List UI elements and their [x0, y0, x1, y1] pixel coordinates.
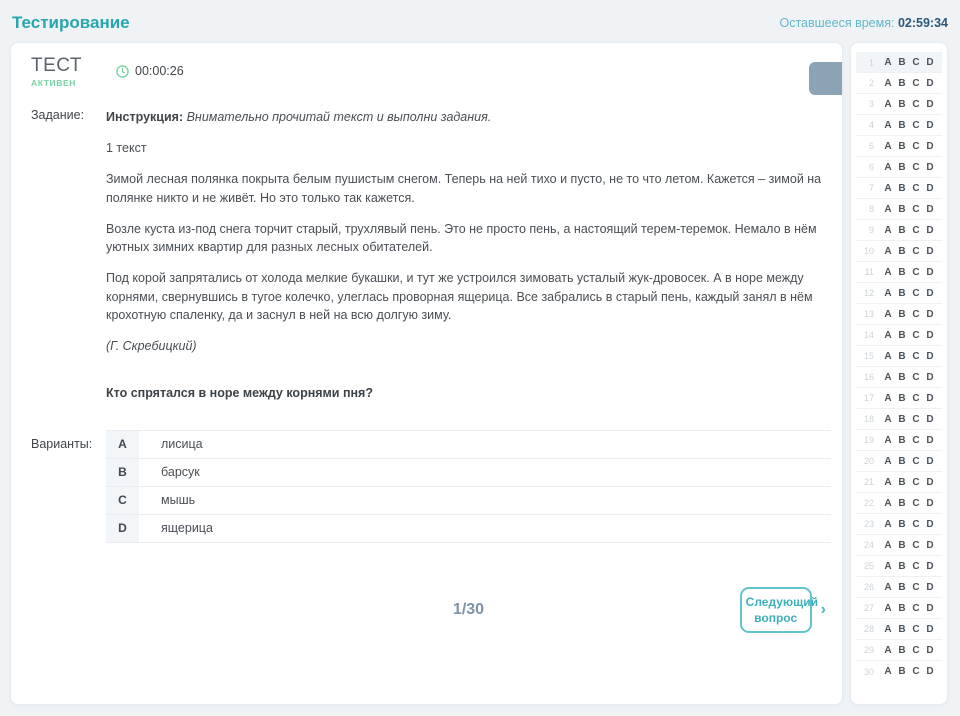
answer-bubble-a[interactable]: A [884, 497, 892, 509]
answer-bubble-a[interactable]: A [884, 371, 892, 383]
answer-bubble-b[interactable]: B [898, 539, 906, 551]
answer-bubble-d[interactable]: D [926, 371, 934, 383]
answer-bubble-c[interactable]: C [912, 77, 920, 89]
sidebar-toggle-button[interactable] [809, 62, 842, 95]
question-number: 15 [863, 351, 874, 361]
answer-bubble-d[interactable]: D [926, 455, 934, 467]
question-number: 1 [868, 57, 874, 68]
variants-section [11, 430, 842, 543]
answer-sheet-row-29 [856, 640, 942, 661]
answer-bubble-b[interactable]: B [898, 182, 906, 194]
answer-bubble-d[interactable]: D [926, 329, 934, 341]
question-number: 4 [868, 120, 874, 130]
answer-bubble-b[interactable]: B [898, 224, 906, 236]
answer-sheet-row-3 [856, 94, 942, 115]
answer-bubble-c[interactable]: C [912, 266, 920, 278]
answer-sheet-row-21 [856, 472, 942, 493]
answer-sheet-row-15 [856, 346, 942, 367]
instruction-line [106, 108, 831, 126]
answer-bubble-b[interactable]: B [898, 329, 906, 341]
answer-bubble-a[interactable]: A [884, 329, 892, 341]
story-paragraph: Под корой запрятались от холода мелкие букашки, и тут же устроился зимовать усталый жук-дровосек. А в норе между корнями, свернувшись в тугое колечко, улеглась проворная ящерица. Все забрались в старый пень, каждый занял в нём крохотную спаленку, да и заснул в ней на всю долгую зиму. [106, 271, 813, 322]
answer-bubble-d[interactable]: D [926, 77, 934, 89]
answer-bubble-a[interactable]: A [884, 350, 892, 362]
answer-sheet-row-1 [856, 52, 942, 73]
answer-bubble-a[interactable]: A [884, 623, 892, 635]
answer-sheet-row-27 [856, 598, 942, 619]
question-number: 17 [863, 393, 874, 403]
test-info [11, 56, 842, 88]
answer-bubble-a[interactable]: A [884, 455, 892, 467]
question-number: 8 [868, 204, 874, 214]
answer-bubble-a[interactable]: A [884, 182, 892, 194]
answer-bubble-c[interactable]: C [912, 287, 920, 299]
answer-sheet [856, 52, 942, 682]
answer-bubble-b[interactable]: B [898, 602, 906, 614]
answer-bubble-b[interactable]: B [898, 98, 906, 110]
answer-bubble-d[interactable]: D [926, 666, 934, 677]
answer-bubble-c[interactable]: C [912, 224, 920, 236]
page-title: Тестирование [12, 13, 130, 32]
variants-label: Варианты: [31, 436, 93, 451]
answer-sheet-row-20 [856, 451, 942, 472]
answer-bubble-c[interactable]: C [912, 245, 920, 257]
answer-bubble-d[interactable]: D [926, 497, 934, 509]
answer-sheet-row-12 [856, 283, 942, 304]
answer-bubble-a[interactable]: A [884, 602, 892, 614]
question-number: 28 [863, 624, 874, 634]
variant-row-c[interactable] [106, 486, 831, 514]
answer-bubble-d[interactable]: D [926, 119, 934, 131]
question-number: 20 [863, 456, 874, 466]
story-paragraph: Возле куста из-под снега торчит старый, трухлявый пень. Это не просто пень, а настоящий терем-теремок. Немало в нём уютных зимних квартир для разных лесных обитателей. [106, 221, 817, 255]
test-name: ТЕСТ [31, 55, 82, 76]
answer-bubble-c[interactable]: C [912, 392, 920, 404]
answer-bubble-d[interactable]: D [926, 413, 934, 425]
answer-bubble-c[interactable]: C [912, 455, 920, 467]
answer-bubble-b[interactable]: B [898, 560, 906, 572]
answer-bubble-c[interactable]: C [912, 308, 920, 320]
answer-bubble-b[interactable]: B [898, 371, 906, 383]
time-remaining [780, 16, 949, 30]
answer-sheet-panel [850, 42, 948, 705]
story-author: (Г. Скребицкий) [106, 339, 197, 354]
answer-sheet-row-30 [856, 661, 942, 682]
question-number: 10 [863, 246, 874, 256]
question-number: 21 [863, 477, 874, 487]
answer-bubble-d[interactable]: D [926, 350, 934, 362]
answer-bubble-d[interactable]: D [926, 602, 934, 614]
answer-bubble-a[interactable]: A [884, 119, 892, 131]
answer-sheet-row-8 [856, 199, 942, 220]
answer-sheet-row-16 [856, 367, 942, 388]
answer-bubble-b[interactable]: B [898, 392, 906, 404]
variant-text: лисица [161, 437, 203, 452]
answer-bubble-a[interactable]: A [884, 518, 892, 530]
question-number: 23 [863, 519, 874, 529]
answer-bubble-c[interactable]: C [912, 57, 920, 68]
answer-bubble-d[interactable]: D [926, 224, 934, 236]
task-label: Задание: [31, 107, 85, 122]
answer-bubble-d[interactable]: D [926, 57, 934, 68]
answer-bubble-b[interactable]: B [898, 245, 906, 257]
answer-bubble-d[interactable]: D [926, 308, 934, 320]
answer-bubble-a[interactable]: A [884, 644, 892, 656]
pagination-footer [11, 588, 842, 632]
answer-bubble-c[interactable]: C [912, 119, 920, 131]
variants-table [106, 430, 831, 543]
answer-bubble-d[interactable]: D [926, 161, 934, 173]
test-status-badge: АКТИВЕН [31, 77, 76, 88]
text-number: 1 текст [106, 141, 147, 156]
question-number: 2 [868, 78, 874, 88]
answer-bubble-a[interactable]: A [884, 476, 892, 488]
answer-bubble-b[interactable]: B [898, 644, 906, 656]
answer-bubble-b[interactable]: B [898, 666, 906, 677]
instruction-text: Внимательно прочитай текст и выполни задания. [183, 109, 492, 124]
answer-bubble-b[interactable]: B [898, 581, 906, 593]
answer-bubble-a[interactable]: A [884, 98, 892, 110]
answer-bubble-a[interactable]: A [884, 581, 892, 593]
question-number: 13 [863, 309, 874, 319]
answer-bubble-a[interactable]: A [884, 203, 892, 215]
answer-bubble-c[interactable]: C [912, 602, 920, 614]
variant-letter: B [106, 459, 139, 486]
question-number: 9 [868, 225, 874, 235]
variant-letter: D [106, 515, 139, 542]
answer-bubble-d[interactable]: D [926, 518, 934, 530]
question-number: 25 [863, 561, 874, 571]
answer-sheet-row-10 [856, 241, 942, 262]
question-number: 7 [868, 183, 874, 193]
answer-bubble-b[interactable]: B [898, 434, 906, 446]
answer-bubble-a[interactable]: A [884, 666, 892, 677]
answer-bubble-a[interactable]: A [884, 308, 892, 320]
answer-bubble-a[interactable]: A [884, 57, 892, 68]
variant-letter: C [106, 487, 139, 514]
variant-text: ящерица [161, 521, 213, 536]
answer-bubble-a[interactable]: A [884, 413, 892, 425]
answer-bubble-b[interactable]: B [898, 476, 906, 488]
progress-indicator: 1/30 [452, 600, 485, 618]
answer-bubble-a[interactable]: A [884, 224, 892, 236]
answer-bubble-b[interactable]: B [898, 57, 906, 68]
answer-bubble-c[interactable]: C [912, 203, 920, 215]
question-number: 22 [863, 498, 874, 508]
answer-bubble-a[interactable]: A [884, 266, 892, 278]
answer-sheet-row-2 [856, 73, 942, 94]
answer-sheet-row-9 [856, 220, 942, 241]
answer-bubble-d[interactable]: D [926, 644, 934, 656]
variant-letter: A [106, 431, 139, 458]
answer-bubble-b[interactable]: B [898, 518, 906, 530]
answer-sheet-row-22 [856, 493, 942, 514]
question-number: 12 [863, 288, 874, 298]
answer-bubble-a[interactable]: A [884, 245, 892, 257]
variant-row-d[interactable] [106, 514, 831, 542]
answer-sheet-row-26 [856, 577, 942, 598]
question-number: 11 [864, 267, 874, 277]
time-remaining-value: 02:59:34 [897, 16, 948, 30]
answer-bubble-b[interactable]: B [898, 350, 906, 362]
question-number: 3 [868, 99, 874, 109]
answer-sheet-row-6 [856, 157, 942, 178]
answer-bubble-b[interactable]: B [898, 497, 906, 509]
answer-bubble-a[interactable]: A [884, 140, 892, 152]
answer-bubble-a[interactable]: A [884, 287, 892, 299]
answer-bubble-b[interactable]: B [898, 623, 906, 635]
answer-bubble-b[interactable]: B [898, 203, 906, 215]
question-text: Кто спрятался в норе между корнями пня? [106, 386, 373, 401]
answer-bubble-a[interactable]: A [884, 161, 892, 173]
question-number: 5 [868, 141, 874, 151]
variant-text: барсук [161, 465, 200, 480]
answer-bubble-c[interactable]: C [912, 371, 920, 383]
question-number: 29 [863, 645, 874, 655]
answer-bubble-b[interactable]: B [898, 119, 906, 131]
answer-bubble-c[interactable]: C [912, 329, 920, 341]
answer-sheet-row-19 [856, 430, 942, 451]
answer-bubble-a[interactable]: A [884, 434, 892, 446]
time-remaining-label: Оставшееся время: [779, 16, 895, 30]
variant-text: мышь [161, 493, 196, 508]
next-chevron-icon[interactable]: › [820, 600, 826, 618]
answer-bubble-d[interactable]: D [926, 560, 934, 572]
task-section [11, 108, 842, 403]
answer-bubble-b[interactable]: B [898, 455, 906, 467]
answer-bubble-c[interactable]: C [912, 434, 920, 446]
question-number: 19 [863, 435, 874, 445]
answer-sheet-row-24 [856, 535, 942, 556]
answer-bubble-c[interactable]: C [912, 497, 920, 509]
answer-bubble-d[interactable]: D [926, 245, 934, 257]
variant-row-b[interactable] [106, 458, 831, 486]
answer-bubble-d[interactable]: D [926, 392, 934, 404]
answer-bubble-c[interactable]: C [912, 413, 920, 425]
next-question-button[interactable]: Следующий вопрос [740, 587, 812, 633]
answer-bubble-b[interactable]: B [898, 140, 906, 152]
variant-row-a[interactable] [106, 430, 831, 458]
answer-bubble-c[interactable]: C [912, 644, 920, 656]
question-number: 14 [863, 330, 874, 340]
answer-bubble-d[interactable]: D [926, 476, 934, 488]
answer-sheet-row-18 [856, 409, 942, 430]
question-number: 26 [863, 582, 874, 592]
answer-bubble-d[interactable]: D [926, 182, 934, 194]
answer-bubble-c[interactable]: C [912, 666, 920, 677]
answer-bubble-a[interactable]: A [884, 560, 892, 572]
answer-bubble-c[interactable]: C [912, 518, 920, 530]
answer-bubble-b[interactable]: B [898, 161, 906, 173]
answer-bubble-d[interactable]: D [926, 98, 934, 110]
answer-sheet-row-4 [856, 115, 942, 136]
answer-bubble-a[interactable]: A [884, 77, 892, 89]
page-header [0, 0, 960, 42]
answer-sheet-row-14 [856, 325, 942, 346]
answer-bubble-c[interactable]: C [912, 161, 920, 173]
question-number: 24 [863, 540, 874, 550]
answer-bubble-c[interactable]: C [912, 581, 920, 593]
clock-icon [116, 65, 129, 78]
answer-bubble-d[interactable]: D [926, 203, 934, 215]
answer-bubble-c[interactable]: C [912, 539, 920, 551]
answer-bubble-c[interactable]: C [912, 182, 920, 194]
answer-bubble-c[interactable]: C [912, 560, 920, 572]
answer-sheet-row-25 [856, 556, 942, 577]
answer-bubble-b[interactable]: B [898, 287, 906, 299]
answer-bubble-c[interactable]: C [912, 350, 920, 362]
answer-bubble-d[interactable]: D [926, 140, 934, 152]
answer-bubble-b[interactable]: B [898, 77, 906, 89]
answer-sheet-row-11 [856, 262, 942, 283]
answer-bubble-b[interactable]: B [898, 308, 906, 320]
question-number: 18 [863, 414, 874, 424]
answer-bubble-b[interactable]: B [898, 413, 906, 425]
answer-sheet-row-28 [856, 619, 942, 640]
answer-bubble-d[interactable]: D [926, 581, 934, 593]
answer-bubble-d[interactable]: D [926, 623, 934, 635]
answer-sheet-row-5 [856, 136, 942, 157]
story-paragraph: Зимой лесная полянка покрыта белым пушистым снегом. Теперь на ней тихо и пусто, не то что летом. Кажется – зимой на полянке никто и не живёт. Но это только так кажется. [106, 172, 822, 205]
answer-bubble-c[interactable]: C [912, 98, 920, 110]
question-number: 27 [863, 603, 874, 613]
answer-sheet-row-13 [856, 304, 942, 325]
answer-bubble-a[interactable]: A [884, 392, 892, 404]
elapsed-time-value: 00:00:26 [135, 64, 184, 78]
instruction-label: Инструкция: [106, 109, 184, 124]
answer-bubble-b[interactable]: B [898, 266, 906, 278]
answer-bubble-d[interactable]: D [926, 266, 934, 278]
answer-bubble-c[interactable]: C [912, 140, 920, 152]
answer-bubble-c[interactable]: C [912, 623, 920, 635]
answer-bubble-c[interactable]: C [912, 476, 920, 488]
question-number: 6 [868, 162, 874, 172]
question-number: 16 [863, 372, 874, 382]
answer-bubble-a[interactable]: A [884, 539, 892, 551]
answer-bubble-d[interactable]: D [926, 287, 934, 299]
answer-sheet-row-7 [856, 178, 942, 199]
answer-sheet-row-17 [856, 388, 942, 409]
elapsed-timer [116, 64, 184, 78]
answer-bubble-d[interactable]: D [926, 539, 934, 551]
answer-bubble-d[interactable]: D [926, 434, 934, 446]
question-number: 30 [863, 666, 874, 677]
answer-sheet-row-23 [856, 514, 942, 535]
test-panel [10, 42, 843, 705]
